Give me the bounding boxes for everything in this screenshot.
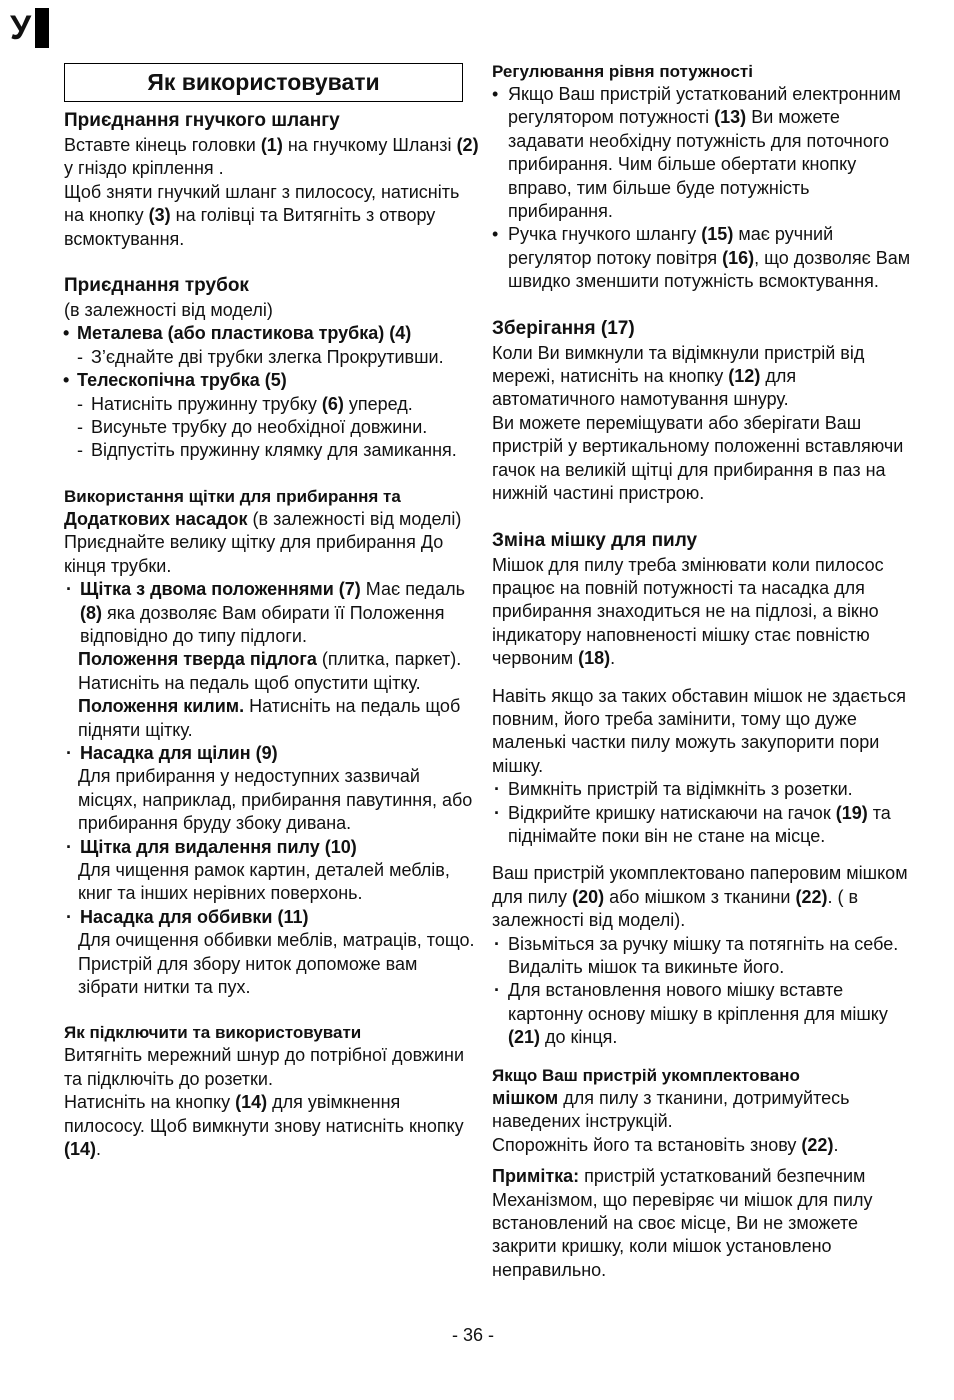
- connect-paragraph-1: Витягніть мережний шнур до потрібної довжини та підключіть до розетки.: [64, 1045, 465, 1089]
- page-number: - 36 -: [452, 1325, 495, 1345]
- power-title: Регулювання рівня потужності: [492, 62, 753, 81]
- bag-paragraph-1: Мішок для пилу треба змінювати коли пилосос працює на повній потужності та насадка для прибирання знаходиться не на підлозі, а вікно індикатору наповненості мішку стає повністю червоним (18).: [492, 554, 884, 669]
- storage-title: Зберігання (17): [492, 317, 635, 339]
- dusting-brush: · Щітка для видалення пилу (10): [64, 836, 480, 859]
- carpet-position: Положення килим. Натисніть на педаль щоб підняти щітку.: [78, 696, 461, 740]
- metal-tube-heading: • Металева (або пластикова трубка) (4): [64, 322, 480, 345]
- brush-attach: Приєднайте велику щітку для прибирання До кінця трубки.: [64, 532, 444, 576]
- two-position-brush: · Щітка з двома положеннями (7) Має педаль (8) яка дозволяє Вам обирати її Положення відповідно до типу підлоги.: [64, 578, 480, 648]
- power-bullet-1: • Якщо Ваш пристрій устаткований електронним регулятором потужності (13) Ви можете задавати необхідну потужність для поточного прибирання. Чим більше обертати кнопку вправо, тим більше буде потужність прибирання.: [492, 83, 912, 223]
- telescopic-step-1: - Натисніть пружинну трубку (6) уперед.: [77, 393, 413, 414]
- note-paragraph: Примітка: пристрій устаткований безпечним Механізмом, що перевіряє чи мішок для пилу встановлений на своє місце, Ви не зможете закрити кришку, коли мішок установлено неправильно.: [492, 1166, 873, 1280]
- brush-title: Використання щітки для прибирання та: [64, 486, 401, 506]
- language-marker: [10, 6, 49, 50]
- storage-paragraph-1: Коли Ви вимкнули та відімкнули пристрій від мережі, натисніть на кнопку (12) для автоматичного намотування шнуру.: [492, 342, 865, 410]
- telescopic-tube-heading: • Телескопічна трубка (5): [64, 369, 480, 392]
- language-bar: [35, 8, 49, 48]
- bag-paragraph-3: Ваш пристрій укомплектовано паперовим мішком для пилу (20) або мішком з тканини (22). ( в залежності від моделі).: [492, 863, 908, 931]
- bag-bullet-3: · Візьміться за ручку мішку та потягніть на себе. Видаліть мішок та викиньте його.: [492, 933, 912, 980]
- upholstery-tool-text: Для очищення оббивки меблів, матраців, тощо. Пристрій для збору ниток допоможе вам зібрати нитки та пух.: [78, 930, 475, 997]
- crevice-tool-text: Для прибирання у недоступних зазвичай місцях, наприклад, прибирання павутиння, або прибирання бруду збоку дивана.: [78, 766, 473, 834]
- telescopic-step-2: - Висуньте трубку до необхідної довжини.: [77, 417, 428, 438]
- cloth-bag-heading: Якщо Ваш пристрій укомплектовано мішком для пилу з тканини, дотримуйтесь наведених інструкцій.: [492, 1065, 850, 1132]
- connect-paragraph-2: Натисніть на кнопку (14) для увімкнення пилососу. Щоб вимкнути знову натисніть кнопку (14).: [64, 1092, 464, 1160]
- hard-floor-position: Положення тверда підлога (плитка, паркет). Натисніть на педаль щоб опустити щітку.: [78, 649, 462, 693]
- storage-paragraph-2: Ви можете переміщувати або зберігати Ваш пристрій у вертикальному положенні вставляючи гачок на великій щітці для прибирання в паз на нижній частині пристрою.: [492, 412, 904, 504]
- language-letter: У: [10, 9, 32, 47]
- bag-bullet-1: · Вимкніть пристрій та відімкніть з розетки.: [492, 778, 912, 801]
- brush-title-cont: Додаткових насадок (в залежності від моделі): [64, 508, 462, 529]
- hose-paragraph-2: Щоб зняти гнучкий шланг з пилососу, натисніть на кнопку (3) на голівці та Витягніть з отвору всмоктування.: [64, 181, 460, 249]
- cloth-bag-paragraph: Спорожніть його та встановіть знову (22).: [492, 1134, 839, 1155]
- bag-paragraph-2: Навіть якщо за таких обставин мішок не здається повним, його треба замінити, тому що дуже маленькі частки пилу можуть закупорити пори мішку.: [492, 685, 906, 776]
- power-bullet-2: • Ручка гнучкого шлангу (15) має ручний регулятор потоку повітря (16), що дозволяє Вам швидко зменшити потужність всмоктування.: [492, 223, 912, 293]
- page-title: Як використовувати: [64, 63, 463, 102]
- hose-paragraph-1: Вставте кінець головки (1) на гнучкому Шланзі (2) у гніздо кріплення .: [64, 135, 479, 179]
- connect-title: Як підключити та використовувати: [64, 1023, 362, 1043]
- bag-title: Зміна мішку для пилу: [492, 529, 698, 551]
- dusting-brush-text: Для чищення рамок картин, деталей меблів, книг та інших нерівних поверхонь.: [78, 859, 450, 904]
- left-column: [64, 60, 480, 1161]
- telescopic-step-3: - Відпустіть пружинну клямку для замикання.: [77, 440, 457, 461]
- tubes-model-note: (в залежності від моделі): [64, 300, 273, 321]
- tubes-title: Приєднання трубок: [64, 275, 249, 297]
- bag-bullet-4: · Для встановлення нового мішку вставте картонну основу мішку в кріплення для мішку (21) до кінця.: [492, 979, 912, 1049]
- bag-bullet-2: · Відкрийте кришку натискаючи на гачок (19) та піднімайте поки він не стане на місце.: [492, 802, 912, 849]
- upholstery-tool: · Насадка для оббивки (11): [64, 906, 480, 929]
- right-column: [492, 60, 912, 1282]
- metal-tube-step: - З’єднайте дві трубки злегка Прокрутивши.: [77, 346, 444, 367]
- hose-title: Приєднання гнучкого шлангу: [64, 110, 340, 131]
- crevice-tool: · Насадка для щілин (9): [64, 742, 480, 765]
